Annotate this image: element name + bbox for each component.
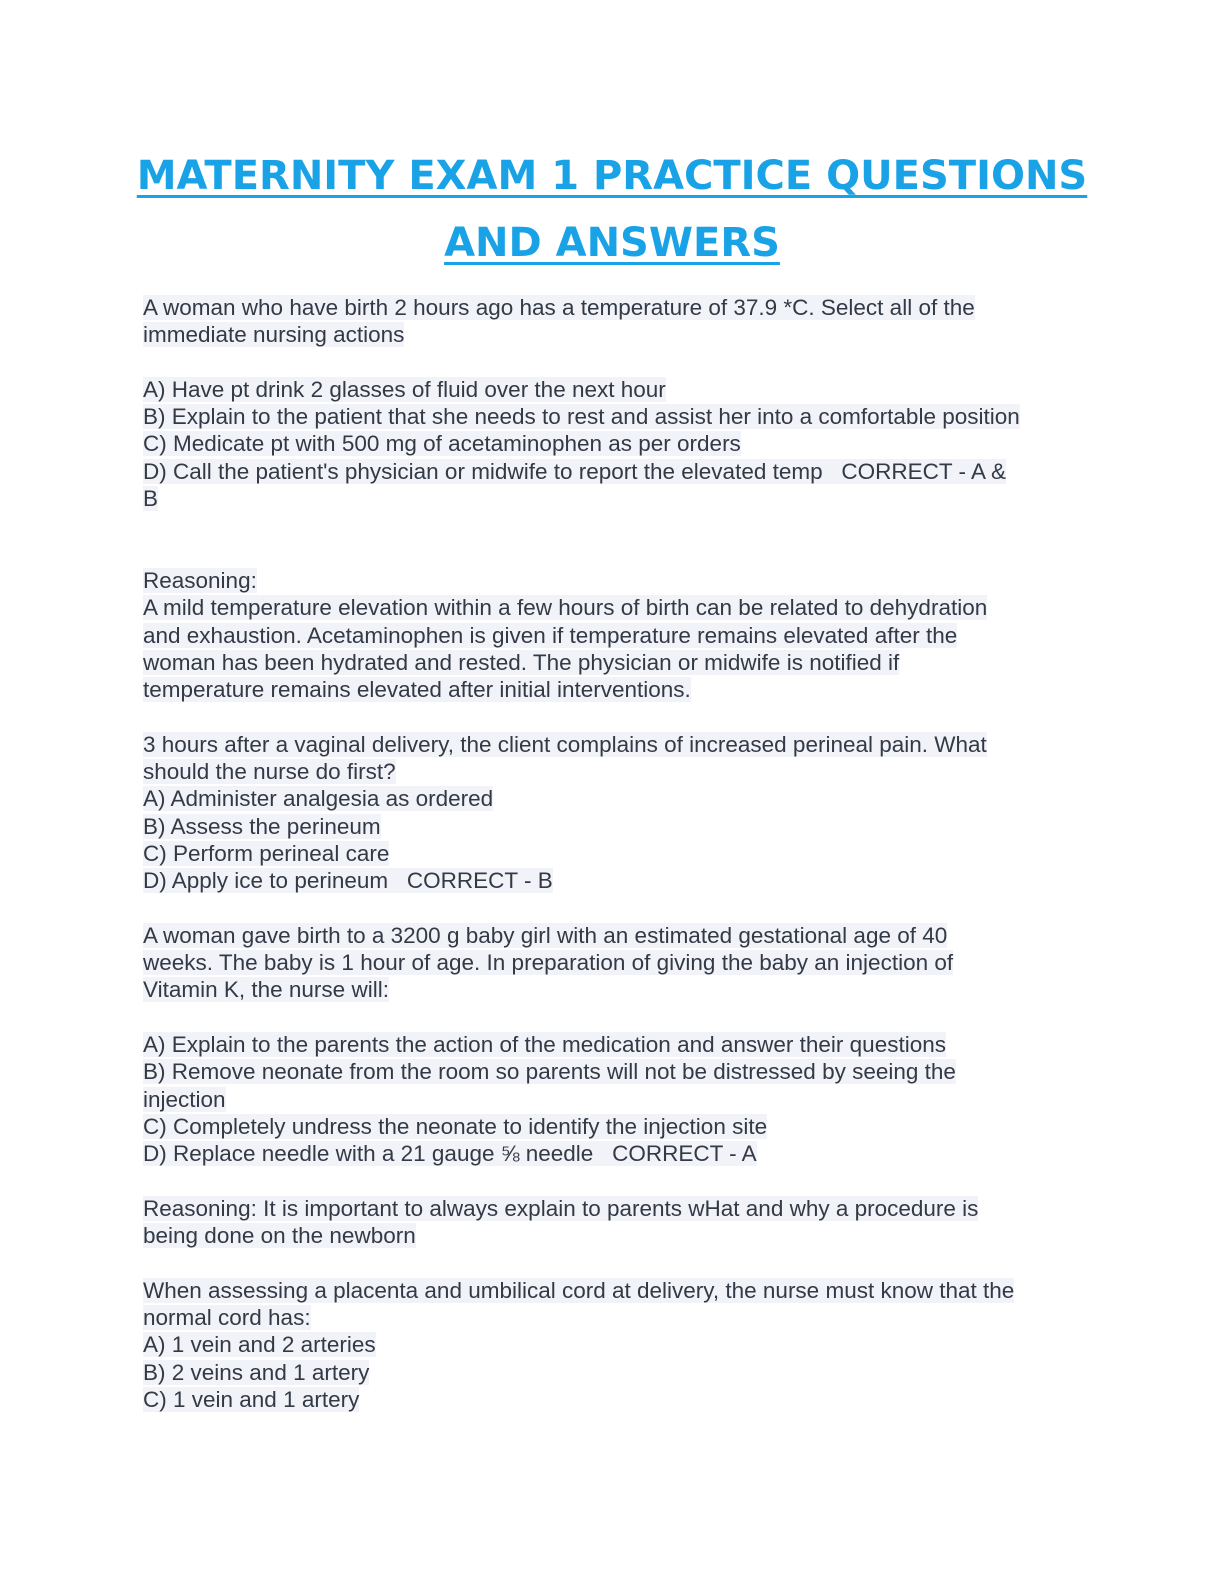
question-2-stem-line: 3 hours after a vaginal delivery, the client complains of increased perineal pain. What — [143, 731, 987, 757]
question-1-option-a: A) Have pt drink 2 glasses of fluid over the next hour — [143, 376, 666, 402]
question-3-option-b-continued: injection — [143, 1086, 226, 1112]
question-2-stem-line: should the nurse do first? — [143, 759, 396, 785]
question-1-reasoning-line: temperature remains elevated after initial interventions. — [143, 677, 691, 703]
question-1-option-c: C) Medicate pt with 500 mg of acetaminophen as per orders — [143, 431, 741, 457]
question-1-reasoning-line: woman has been hydrated and rested. The physician or midwife is notified if — [143, 649, 900, 675]
question-3-reasoning-line: being done on the newborn — [143, 1223, 416, 1249]
question-4-option-a: A) 1 vein and 2 arteries — [143, 1332, 376, 1358]
question-3-stem-line: weeks. The baby is 1 hour of age. In preparation of giving the baby an injection of — [143, 950, 954, 976]
question-4-stem-line: When assessing a placenta and umbilical cord at delivery, the nurse must know that the — [143, 1277, 1015, 1303]
question-4-option-c: C) 1 vein and 1 artery — [143, 1386, 360, 1412]
question-1-option-b: B) Explain to the patient that she needs to rest and assist her into a comfortable position — [143, 404, 1020, 430]
question-1-option-d-continued: B — [143, 486, 159, 512]
question-1-stem-line: A woman who have birth 2 hours ago has a temperature of 37.9 *C. Select all of the — [143, 295, 975, 320]
question-3-stem-line: A woman gave birth to a 3200 g baby girl with an estimated gestational age of 40 — [143, 922, 948, 948]
question-1-reasoning-label: Reasoning: — [143, 567, 257, 593]
title-text-2: AND ANSWERS — [444, 220, 780, 266]
question-3-stem-line: Vitamin K, the nurse will: — [143, 977, 389, 1003]
question-1-reasoning-line: and exhaustion. Acetaminophen is given if temperature remains elevated after the — [143, 622, 958, 648]
question-2-option-d: D) Apply ice to perineum CORRECT - B — [143, 868, 553, 894]
question-4-option-b: B) 2 veins and 1 artery — [143, 1359, 370, 1385]
question-1-reasoning-line: A mild temperature elevation within a few hours of birth can be related to dehydration — [143, 595, 988, 621]
question-4-stem-line: normal cord has: — [143, 1304, 311, 1330]
question-3-option-b: B) Remove neonate from the room so parents will not be distressed by seeing the — [143, 1059, 956, 1085]
question-3-option-a: A) Explain to the parents the action of the medication and answer their questions — [143, 1032, 946, 1058]
question-1-stem-line: immediate nursing actions — [143, 322, 405, 348]
question-1-option-d: D) Call the patient's physician or midwife to report the elevated temp CORRECT - A & — [143, 458, 1006, 484]
question-2-option-a: A) Administer analgesia as ordered — [143, 786, 494, 812]
question-3-option-c: C) Completely undress the neonate to identify the injection site — [143, 1113, 768, 1139]
title-text-1: MATERNITY EXAM 1 PRACTICE QUESTIONS — [136, 153, 1088, 199]
question-3-option-d: D) Replace needle with a 21 gauge ⅝ needle CORRECT - A — [143, 1141, 757, 1167]
question-2-option-c: C) Perform perineal care — [143, 840, 390, 866]
document-body — [143, 294, 1083, 1413]
document-title-line-2 — [120, 207, 1104, 279]
document-title-line-1 — [120, 140, 1104, 212]
question-3-reasoning-line: Reasoning: It is important to always explain to parents wHat and why a procedure is — [143, 1195, 979, 1221]
question-2-option-b: B) Assess the perineum — [143, 813, 381, 839]
